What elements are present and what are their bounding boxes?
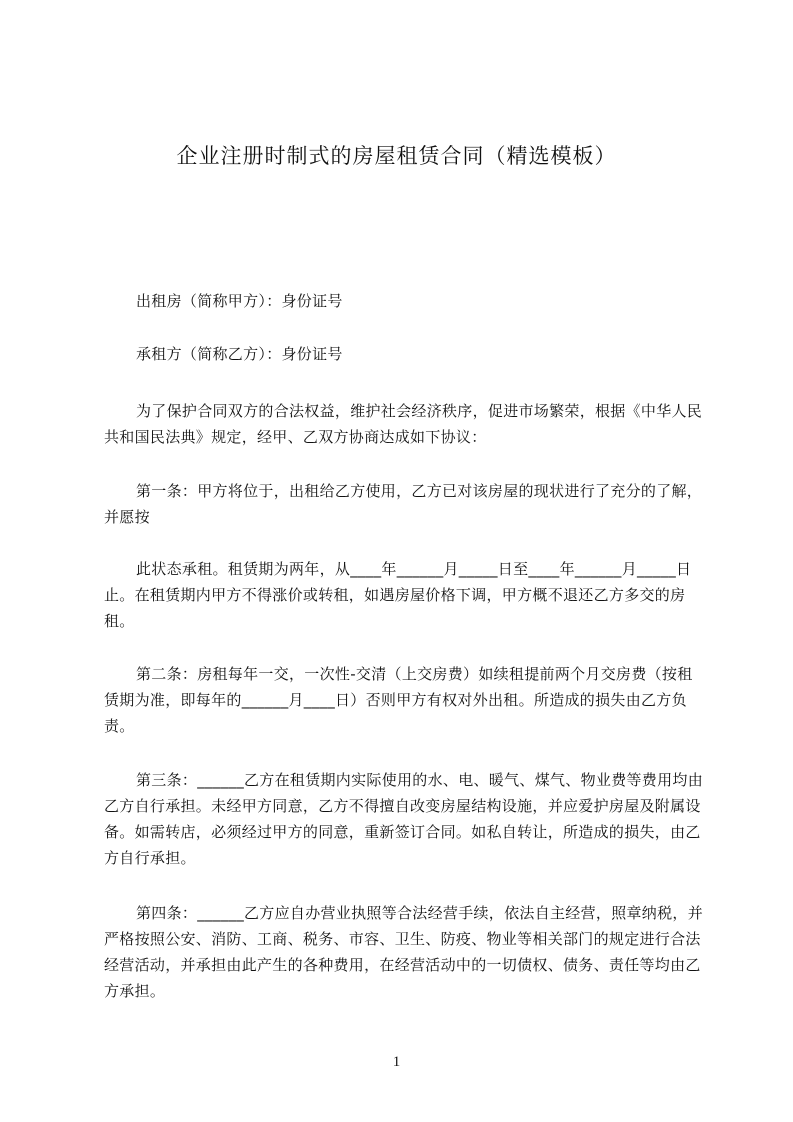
party-b-line: 承租方（简称乙方）：身份证号 (136, 345, 343, 363)
page-number: 1 (392, 1054, 401, 1070)
lease-term-paragraph: 此状态承租。租赁期为两年，从____年______月_____日至____年______月_____日止。在租赁期内甲方不得涨价或转租，如遇房屋价格下调，甲方概不退还乙方多交的房租。 (104, 560, 692, 630)
article-2-paragraph: 第二条：房租每年一交，一次性-交清（上交房费）如续租提前两个月交房费（按租赁期为准，即每年的______月____日）否则甲方有权对外出租。所造成的损失由乙方负责。 (104, 665, 693, 735)
preamble-paragraph: 为了保护合同双方的合法权益，维护社会经济秩序，促进市场繁荣，根据《中华人民共和国民法典》规定，经甲、乙双方协商达成如下协议： (104, 402, 703, 446)
document-title: 企业注册时制式的房屋租赁合同（精选模板） (176, 144, 617, 168)
party-a-line: 出租房（简称甲方）：身份证号 (136, 292, 343, 310)
article-3-paragraph: 第三条：______乙方在租赁期内实际使用的水、电、暖气、煤气、物业费等费用均由乙方自行承担。未经甲方同意，乙方不得擅自改变房屋结构设施，并应爱护房屋及附属设备。如需转店，必须经过甲方的同意，重新签订合同。如私自转让，所造成的损失，由乙方自行承担。 (104, 771, 704, 867)
article-4-paragraph: 第四条：______乙方应自办营业执照等合法经营手续，依法自主经营，照章纳税，并严格按照公安、消防、工商、税务、市容、卫生、防疫、物业等相关部门的规定进行合法经营活动，并承担由此产生的各种费用，在经营活动中的一切债权、债务、责任等均由乙方承担。 (104, 904, 704, 1000)
article-1-paragraph: 第一条：甲方将位于，出租给乙方使用，乙方已对该房屋的现状进行了充分的了解，并愿按 (104, 482, 703, 526)
